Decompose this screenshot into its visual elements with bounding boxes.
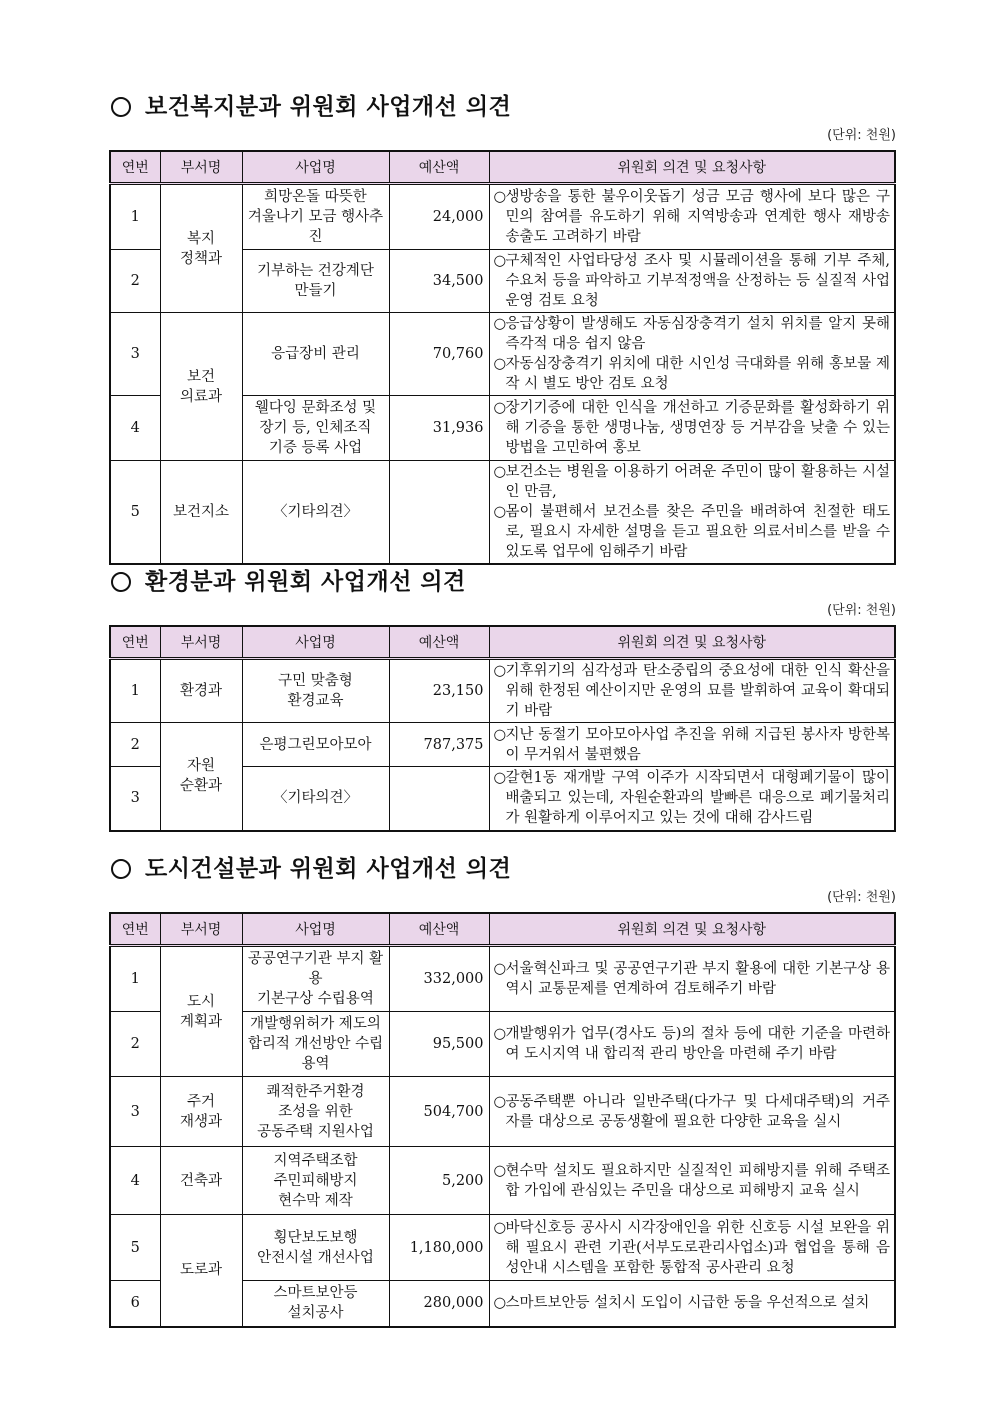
opinion-item	[494, 502, 891, 562]
table-row	[110, 659, 895, 723]
header-opinion: 위원회 의견 및 요청사항	[489, 151, 895, 184]
header-no: 연번	[110, 151, 160, 184]
opinion-item	[494, 768, 891, 828]
unit-label: (단위: 천원)	[827, 890, 896, 905]
department-name: 건축과	[160, 1147, 242, 1215]
budget-amount	[389, 461, 489, 565]
committee-opinion	[489, 461, 895, 565]
opinion-text: 개발행위가 업무(경사도 등)의 절차 등에 대한 기준을 마련하여 도시지역 내 합리적 관리 방안을 마련해 주기 바람	[505, 1026, 890, 1062]
committee-opinion	[489, 250, 895, 313]
section-title	[109, 852, 896, 886]
budget-amount: 787,375	[389, 723, 489, 767]
department-name: 도시 계획과	[160, 946, 242, 1077]
department-name: 복지 정책과	[160, 184, 242, 313]
row-number: 3	[110, 767, 160, 831]
project-name: 기부하는 건강계단 만들기	[242, 250, 389, 313]
committee-opinion	[489, 946, 895, 1012]
circle-bullet-icon: ○	[493, 400, 507, 416]
row-number: 1	[110, 184, 160, 250]
header-budget: 예산액	[389, 913, 489, 946]
circle-bullet-icon: ○	[493, 504, 507, 520]
header-no: 연번	[110, 626, 160, 659]
department-name: 도로과	[160, 1215, 242, 1327]
opinion-item	[494, 1024, 891, 1064]
committee-opinion	[489, 184, 895, 250]
unit-label: (단위: 천원)	[827, 128, 896, 143]
circle-bullet-icon	[111, 859, 131, 879]
circle-bullet-icon: ○	[493, 726, 507, 743]
section-title-text: 환경분과 위원회 사업개선 의견	[145, 569, 466, 595]
opinion-text: 보건소는 병원을 이용하기 어려운 주민이 많이 활용하는 시설인 만큼,	[505, 464, 890, 500]
header-project: 사업명	[242, 151, 389, 184]
row-number: 2	[110, 1012, 160, 1077]
committee-opinion	[489, 767, 895, 831]
budget-amount: 280,000	[389, 1281, 489, 1327]
opinion-item	[494, 959, 891, 999]
project-name: 웰다잉 문화조성 및 장기 등, 인체조직 기증 등록 사업	[242, 396, 389, 461]
budget-amount: 504,700	[389, 1077, 489, 1147]
opinion-item	[494, 1092, 891, 1132]
committee-opinion	[489, 1281, 895, 1327]
row-number: 2	[110, 250, 160, 313]
circle-bullet-icon: ○	[493, 663, 507, 679]
opinion-text: 응급상황이 발생해도 자동심장충격기 설치 위치를 알지 못해 즉각적 대응 쉽지 않음	[505, 316, 890, 352]
project-name: 희망온돌 따뜻한 겨울나기 모금 행사추진	[242, 184, 389, 250]
circle-bullet-icon	[111, 572, 131, 592]
committee-opinion	[489, 659, 895, 723]
opinion-item	[494, 725, 891, 765]
circle-bullet-icon: ○	[493, 189, 507, 205]
opinion-table	[109, 625, 896, 832]
opinion-text: 기후위기의 심각성과 탄소중립의 중요성에 대한 인식 확산을 위해 한정된 예산이지만 운영의 묘를 발휘하여 교육이 확대되기 바람	[505, 663, 890, 719]
opinion-item	[494, 251, 891, 311]
table-row	[110, 1147, 895, 1215]
opinion-text: 생방송을 통한 불우이웃돕기 성금 모금 행사에 보다 많은 구민의 참여를 유도하기 위해 지역방송과 연계한 행사 재방송 송출도 고려하기 바람	[505, 189, 890, 245]
section-title-text: 도시건설분과 위원회 사업개선 의견	[145, 856, 512, 882]
opinion-item	[494, 1218, 891, 1278]
circle-bullet-icon: ○	[493, 464, 507, 480]
row-number: 3	[110, 313, 160, 396]
opinion-text: 공동주택뿐 아니라 일반주택(다가구 및 다세대주택)의 거주자를 대상으로 공동생활에 필요한 다양한 교육을 실시	[505, 1093, 890, 1130]
row-number: 1	[110, 659, 160, 723]
committee-opinion	[489, 1147, 895, 1215]
budget-amount: 332,000	[389, 946, 489, 1012]
project-name: 〈기타의견〉	[242, 767, 389, 831]
circle-bullet-icon: ○	[493, 356, 507, 372]
row-number: 4	[110, 396, 160, 461]
department-name: 환경과	[160, 659, 242, 723]
project-name: 〈기타의견〉	[242, 461, 389, 565]
header-budget: 예산액	[389, 151, 489, 184]
table-row	[110, 723, 895, 767]
header-opinion: 위원회 의견 및 요청사항	[489, 626, 895, 659]
committee-opinion	[489, 1215, 895, 1281]
project-name: 쾌적한주거환경 조성을 위한 공동주택 지원사업	[242, 1077, 389, 1147]
committee-opinion	[489, 313, 895, 396]
opinion-text: 스마트보안등 설치시 도입이 시급한 동을 우선적으로 설치	[505, 1295, 870, 1312]
table-header-row	[110, 151, 895, 184]
budget-amount: 70,760	[389, 313, 489, 396]
circle-bullet-icon	[111, 97, 131, 117]
circle-bullet-icon: ○	[493, 1026, 507, 1042]
header-project: 사업명	[242, 626, 389, 659]
opinion-item	[494, 354, 891, 394]
opinion-item	[494, 1293, 891, 1313]
header-dept: 부서명	[160, 151, 242, 184]
opinion-text: 지난 동절기 모아모아사업 추진을 위해 지급된 봉사자 방한복이 무거워서 불편했음	[505, 726, 890, 763]
table-header-row	[110, 913, 895, 946]
row-number: 2	[110, 723, 160, 767]
table-row	[110, 313, 895, 396]
row-number: 4	[110, 1147, 160, 1215]
opinion-item	[494, 187, 891, 247]
budget-amount: 5,200	[389, 1147, 489, 1215]
opinion-item	[494, 1161, 891, 1201]
budget-amount: 34,500	[389, 250, 489, 313]
opinion-text: 현수막 설치도 필요하지만 실질적인 피해방지를 위해 주택조합 가입에 관심있는 주민을 대상으로 피해방지 교육 실시	[505, 1162, 890, 1199]
budget-amount: 31,936	[389, 396, 489, 461]
opinion-text: 구체적인 사업타당성 조사 및 시뮬레이션을 통해 기부 주체, 수요처 등을 파악하고 기부적정액을 산정하는 등 실질적 사업운영 검토 요청	[505, 253, 890, 309]
circle-bullet-icon: ○	[493, 1162, 507, 1179]
opinion-text: 갈현1동 재개발 구역 이주가 시작되면서 대형폐기물이 많이 배출되고 있는데, 자원순환과의 발빠른 대응으로 폐기물처리가 원활하게 이루어지고 있는 것에 대해 감사드림	[505, 770, 890, 827]
section-health-welfare	[109, 90, 896, 565]
budget-amount: 95,500	[389, 1012, 489, 1077]
row-number: 6	[110, 1281, 160, 1327]
circle-bullet-icon: ○	[493, 253, 507, 269]
opinion-text: 몸이 불편해서 보건소를 찾은 주민을 배려하여 친절한 태도로, 필요시 자세한 설명을 듣고 필요한 의료서비스를 받을 수 있도록 업무에 임해주기 바람	[505, 504, 890, 560]
row-number: 3	[110, 1077, 160, 1147]
row-number: 1	[110, 946, 160, 1012]
section-title	[109, 90, 896, 124]
department-name: 보건 의료과	[160, 313, 242, 461]
committee-opinion	[489, 1077, 895, 1147]
project-name: 구민 맞춤형 환경교육	[242, 659, 389, 723]
budget-amount	[389, 767, 489, 831]
circle-bullet-icon: ○	[493, 316, 507, 332]
section-urban-construction	[109, 852, 896, 1328]
budget-amount: 23,150	[389, 659, 489, 723]
header-budget: 예산액	[389, 626, 489, 659]
opinion-text: 서울혁신파크 및 공공연구기관 부지 활용에 대한 기본구상 용역시 교통문제를 연계하여 검토해주기 바람	[505, 961, 890, 997]
circle-bullet-icon: ○	[493, 961, 507, 977]
section-title	[109, 565, 896, 599]
circle-bullet-icon: ○	[493, 1093, 507, 1110]
opinion-item	[494, 314, 891, 354]
project-name: 은평그린모아모아	[242, 723, 389, 767]
table-row	[110, 461, 895, 565]
opinion-text: 장기기증에 대한 인식을 개선하고 기증문화를 활성화하기 위해 기증을 통한 생명나눔, 생명연장 등 거부감을 낮출 수 있는 방법을 고민하여 홍보	[505, 400, 890, 456]
section-title-text: 보건복지분과 위원회 사업개선 의견	[145, 94, 512, 120]
budget-amount: 24,000	[389, 184, 489, 250]
department-name: 자원 순환과	[160, 723, 242, 831]
committee-opinion	[489, 723, 895, 767]
opinion-table	[109, 912, 896, 1328]
circle-bullet-icon: ○	[493, 1295, 507, 1312]
table-row	[110, 1077, 895, 1147]
opinion-text: 자동심장충격기 위치에 대한 시인성 극대화를 위해 홍보물 제작 시 별도 방안 검토 요청	[505, 356, 890, 392]
opinion-item	[494, 462, 891, 502]
header-project: 사업명	[242, 913, 389, 946]
row-number: 5	[110, 1215, 160, 1281]
department-name: 보건지소	[160, 461, 242, 565]
committee-opinion	[489, 1012, 895, 1077]
table-row	[110, 184, 895, 250]
header-dept: 부서명	[160, 913, 242, 946]
opinion-item	[494, 398, 891, 458]
department-name: 주거 재생과	[160, 1077, 242, 1147]
project-name: 스마트보안등 설치공사	[242, 1281, 389, 1327]
header-opinion: 위원회 의견 및 요청사항	[489, 913, 895, 946]
row-number: 5	[110, 461, 160, 565]
project-name: 공공연구기관 부지 활용 기본구상 수립용역	[242, 946, 389, 1012]
table-row	[110, 1215, 895, 1281]
budget-amount: 1,180,000	[389, 1215, 489, 1281]
opinion-text: 바닥신호등 공사시 시각장애인을 위한 신호등 시설 보완을 위해 필요시 관련 기관(서부도로관리사업소)과 협업을 통해 음성안내 시스템을 포함한 통합적 공사관리 요청	[505, 1219, 890, 1276]
section-environment	[109, 565, 896, 832]
table-header-row	[110, 626, 895, 659]
opinion-table	[109, 150, 896, 565]
committee-opinion	[489, 396, 895, 461]
header-no: 연번	[110, 913, 160, 946]
header-dept: 부서명	[160, 626, 242, 659]
circle-bullet-icon: ○	[493, 770, 507, 787]
project-name: 개발행위허가 제도의 합리적 개선방안 수립 용역	[242, 1012, 389, 1077]
circle-bullet-icon: ○	[493, 1219, 507, 1236]
opinion-item	[494, 661, 891, 721]
table-row	[110, 946, 895, 1012]
project-name: 응급장비 관리	[242, 313, 389, 396]
project-name: 횡단보도보행 안전시설 개선사업	[242, 1215, 389, 1281]
project-name: 지역주택조합 주민피해방지 현수막 제작	[242, 1147, 389, 1215]
unit-label: (단위: 천원)	[827, 603, 896, 618]
